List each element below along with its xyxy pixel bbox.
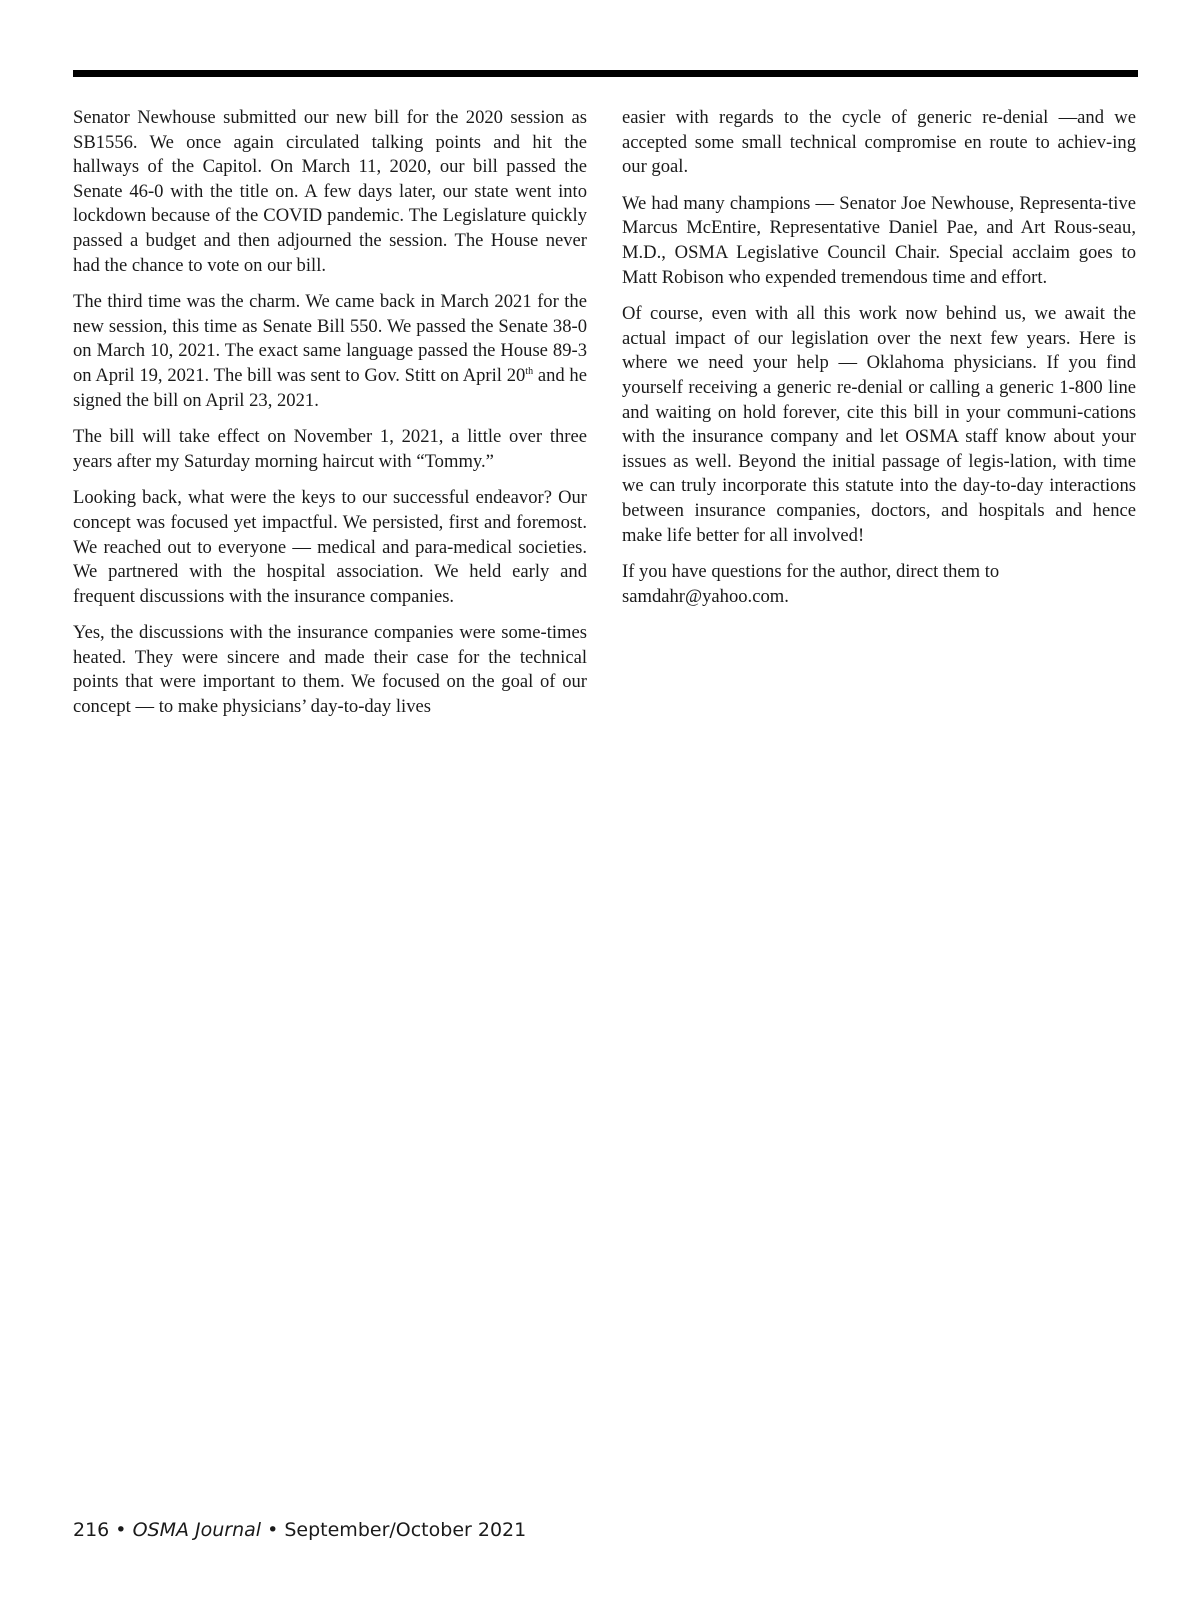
paragraph-sb1556: Senator Newhouse submitted our new bill for the 2020 session as SB1556. We once again circulated talking points and hit the hallways of the Capitol. On March 11, 2020, our bill passed the Senate 46-0 with the title on. A few days later, our state went into lockdown because of the COVID pandemic. The Legislature quickly passed a budget and then adjourned the session. The House never had the chance to vote on our bill. [73,107,587,276]
footer-separator: • [109,1519,133,1541]
left-column [73,106,587,720]
right-column [622,106,1136,609]
contact-text: If you have questions for the author, direct them to [622,561,1000,583]
paragraph-third-time-text-b: and he signed the bill on April 23, 2021. [73,364,587,411]
paragraph-third-time-text-a: The third time was the charm. We came back in March 2021 for the new session, this time as Senate Bill 550. We passed the Senate 38-0 on March 10, 2021. The exact same language passed the House 89-3 on April 19, 2021. The bill was sent to Gov. Stitt on April 20 [73,291,587,386]
author-email-link[interactable]: samdahr@yahoo.com. [622,585,789,607]
page-footer [73,1519,526,1541]
page-number: 216 [73,1519,110,1541]
header-rule [73,70,1138,77]
journal-title: OSMA Journal [132,1519,262,1541]
paragraph-continuation: easier with regards to the cycle of generic re-denial —and we accepted some small technical compromise en route to achiev-ing our goal. [622,107,1136,178]
ordinal-suffix: th [525,365,534,377]
paragraph-insurance-discussions: Yes, the discussions with the insurance companies were some-times heated. They were sincere and made their case for the technical points that were important to them. We focused on the goal of our concept — to make physicians’ day-to-day lives [73,622,587,718]
footer-separator-2: • [261,1519,285,1541]
issue-date: September/October 2021 [284,1519,527,1541]
paragraph-keys-to-success: Looking back, what were the keys to our successful endeavor? Our concept was focused yet impactful. We persisted, first and foremost. We reached out to everyone — medical and para-medical societies. We partnered with the hospital association. We held early and frequent discussions with the insurance companies. [73,487,587,607]
paragraph-contact [622,560,1136,609]
paragraph-third-time [73,290,587,413]
paragraph-champions: We had many champions — Senator Joe Newhouse, Representa-tive Marcus McEntire, Representative Daniel Pae, and Art Rous-seau, M.D., OSMA Legislative Council Chair. Special acclaim goes to Matt Robison who expended tremendous time and effort. [622,192,1136,288]
paragraph-call-to-action: Of course, even with all this work now behind us, we await the actual impact of our legislation over the next few years. Here is where we need your help — Oklahoma physicians. If you find yourself receiving a generic re-denial or calling a generic 1-800 line and waiting on hold forever, cite this bill in your communi-cations with the insurance company and let OSMA staff know about your issues as well. Beyond the initial passage of legis-lation, with time we can truly incorporate this statute into the day-to-day interactions between insurance companies, doctors, and hospitals and hence make life better for all involved! [622,303,1136,546]
paragraph-effective-date: The bill will take effect on November 1, 2021, a little over three years after my Saturday morning haircut with “Tommy.” [73,426,587,472]
